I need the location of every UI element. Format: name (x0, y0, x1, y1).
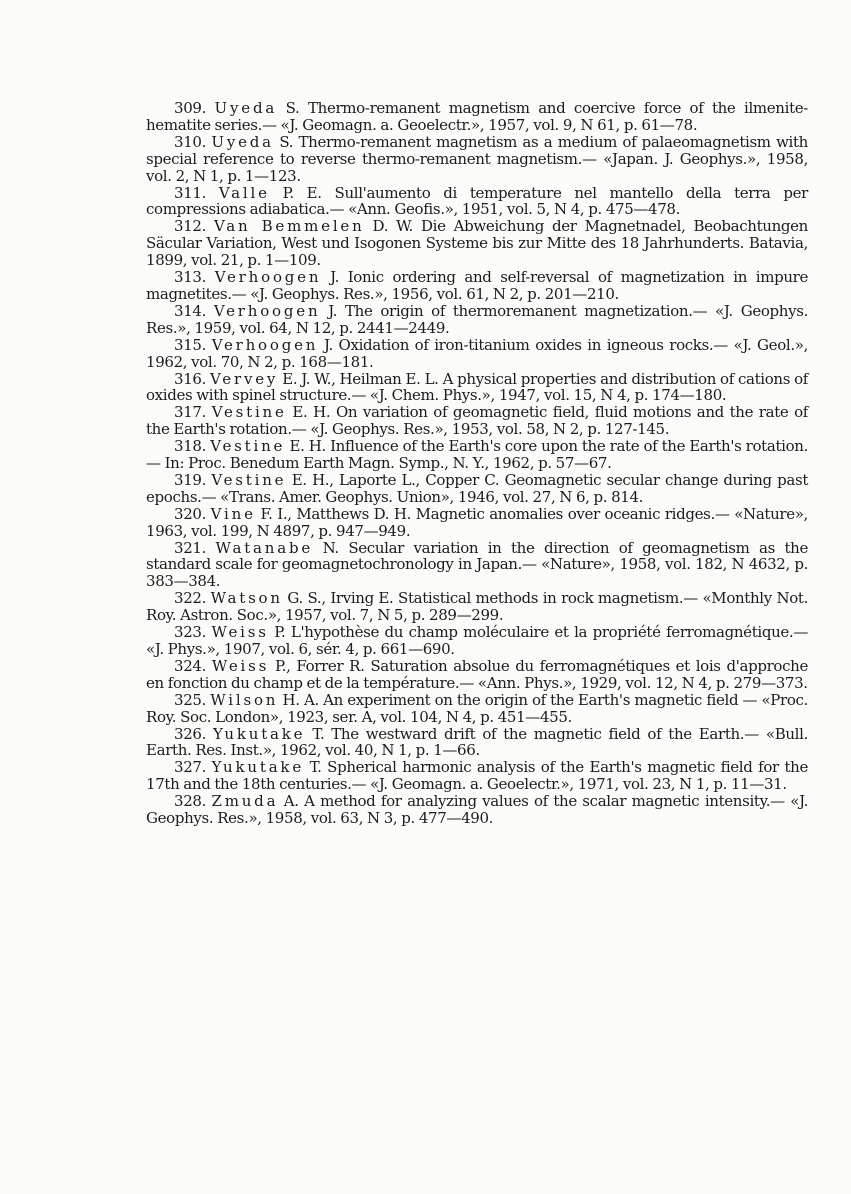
reference-number: 322. (174, 589, 206, 608)
reference-item (146, 269, 808, 303)
reference-item (146, 337, 808, 371)
reference-item (146, 371, 808, 405)
reference-author: Verhoogen (213, 301, 321, 320)
reference-text: P. E. Sull'aumento di temperature nel mantello della terra per compressions adiabatica.— «Ann. Geofis.», 1951, vol. 5, N 4, p. 475—478. (146, 183, 809, 219)
reference-number: 316. (174, 369, 206, 388)
reference-text: J. Oxidation of iron-titanium oxides in igneous rocks.— «J. Geol.», 1962, vol. 70, N 2, p. 168—181. (146, 335, 808, 371)
reference-number: 309. (174, 99, 206, 117)
reference-item (146, 100, 808, 134)
reference-number: 319. (174, 470, 206, 489)
reference-author: Uyeda (211, 132, 274, 151)
reference-item (146, 624, 808, 658)
reference-item (146, 759, 808, 793)
reference-number: 314. (174, 301, 206, 320)
reference-number: 313. (174, 268, 206, 287)
reference-author: Vestine (211, 470, 287, 489)
reference-author: Van Bemmelen (214, 217, 365, 236)
reference-text: A. A method for analyzing values of the scalar magnetic intensity.— «J. Geophys. Res.», 1958, vol. 63, N 3, p. 477—490. (146, 792, 808, 828)
reference-item (146, 692, 808, 726)
reference-author: Valle (218, 183, 270, 202)
reference-text: P., Forrer R. Saturation absolue du ferromagnétiques et lois d'approche en fonction du champ et de la température.— «Ann. Phys.», 1929, vol. 12, N 4, p. 279—373. (146, 656, 808, 692)
reference-text: E. H. Influence of the Earth's core upon the rate of the Earth's rotation.— In: Proc. Benedum Earth Magn. Symp., N. Y., 1962, p. 57—67. (146, 437, 808, 473)
reference-number: 324. (174, 656, 206, 675)
reference-number: 323. (174, 623, 206, 642)
reference-text: S. Thermo-remanent magnetism as a medium of palaeomagnetism with special reference to reverse thermo-remanent magnetism.— «Japan. J. Geophys.», 1958, vol. 2, N 1, p. 1—123. (146, 132, 808, 185)
reference-number: 321. (174, 538, 206, 557)
reference-author: Wilson (210, 690, 279, 709)
reference-author: Uyeda (214, 99, 278, 117)
reference-author: Vine (210, 504, 256, 523)
reference-text: J. Ionic ordering and self-reversal of magnetization in impure magnetites.— «J. Geophys. Res.», 1956, vol. 61, N 2, p. 201—210. (146, 268, 808, 303)
reference-text: E. H., Laporte L., Copper C. Geomagnetic secular change during past epochs.— «Trans. Amer. Geophys. Union», 1946, vol. 27, N 6, p. 814. (146, 470, 808, 506)
reference-text: D. W. Die Abweichung der Magnetnadel, Beobachtungen Säcular Variation, West und Isogonen Systeme bis zur Mitte des 18 Jahrhunderts. Batavia, 1899, vol. 21, p. 1—109. (146, 217, 808, 270)
reference-item (146, 472, 808, 506)
reference-author: Vervey (210, 369, 279, 388)
reference-item (146, 658, 808, 692)
reference-item (146, 185, 808, 219)
reference-number: 327. (174, 758, 206, 777)
reference-number: 326. (174, 724, 206, 743)
reference-number: 315. (174, 335, 206, 354)
reference-number: 317. (174, 403, 206, 422)
reference-author: Weiss (211, 623, 269, 642)
reference-item (146, 506, 808, 540)
reference-item (146, 218, 808, 269)
reference-item (146, 590, 808, 624)
reference-item (146, 438, 808, 472)
reference-author: Verhoogen (214, 268, 322, 287)
reference-author: Verhoogen (211, 335, 319, 354)
reference-number: 310. (174, 132, 206, 151)
reference-text: T. Spherical harmonic analysis of the Earth's magnetic field for the 17th and the 18th centuries.— «J. Geomagn. a. Geoelectr.», 1971, vol. 23, N 1, p. 11—31. (146, 758, 808, 794)
reference-text: E. J. W., Heilman E. L. A physical properties and distribution of cations of oxides with spinel structure.— «J. Chem. Phys.», 1947, vol. 15, N 4, p. 174—180. (146, 369, 809, 405)
reference-text: S. Thermo-remanent magnetism and coercive force of the ilmenite-hematite series.— «J. Geomagn. a. Geoelectr.», 1957, vol. 9, N 61, p. 61—78. (146, 99, 808, 134)
reference-author: Watanabe (215, 538, 314, 557)
reference-item (146, 134, 808, 185)
reference-author: Watson (210, 589, 283, 608)
reference-author: Vestine (210, 437, 286, 456)
reference-author: Yukutake (213, 724, 306, 743)
reference-author: Weiss (211, 656, 270, 675)
reference-author: Yukutake (211, 758, 305, 777)
reference-number: 325. (174, 690, 206, 709)
reference-number: 312. (174, 217, 206, 236)
reference-number: 318. (174, 437, 206, 456)
reference-number: 311. (174, 183, 206, 202)
reference-author: Vestine (211, 403, 287, 422)
reference-number: 328. (174, 792, 206, 811)
reference-text: N. Secular variation in the direction of geomagnetism as the standard scale for geomagnetochronology in Japan.— «Nature», 1958, vol. 182, N 4632, p. 383—384. (146, 538, 808, 591)
reference-list (146, 100, 808, 827)
reference-author: Zmuda (211, 792, 279, 811)
reference-text: E. H. On variation of geomagnetic field, fluid motions and the rate of the Earth's rotation.— «J. Geophys. Res.», 1953, vol. 58, N 2, p. 127-145. (146, 403, 809, 439)
reference-text: G. S., Irving E. Statistical methods in rock magnetism.— «Monthly Not. Roy. Astron. Soc.», 1957, vol. 7, N 5, p. 289—299. (146, 589, 808, 625)
reference-text: T. The westward drift of the magnetic field of the Earth.— «Bull. Earth. Res. Inst.», 1962, vol. 40, N 1, p. 1—66. (146, 724, 808, 760)
reference-text: H. A. An experiment on the origin of the Earth's magnetic field — «Proc. Roy. Soc. London», 1923, ser. A, vol. 104, N 4, p. 451—455. (146, 690, 808, 726)
reference-text: P. L'hypothèse du champ moléculaire et la propriété ferromagnétique.— «J. Phys.», 1907, vol. 6, sér. 4, p. 661—690. (146, 623, 808, 658)
reference-item (146, 726, 808, 760)
reference-text: J. The origin of thermoremanent magnetization.— «J. Geophys. Res.», 1959, vol. 64, N 12, p. 2441—2449. (146, 301, 808, 337)
reference-number: 320. (174, 504, 206, 523)
reference-item (146, 303, 808, 337)
reference-text: F. I., Matthews D. H. Magnetic anomalies over oceanic ridges.— «Nature», 1963, vol. 199, N 4897, p. 947—949. (146, 504, 808, 540)
reference-item (146, 404, 808, 438)
reference-item (146, 540, 808, 591)
reference-item (146, 793, 808, 827)
